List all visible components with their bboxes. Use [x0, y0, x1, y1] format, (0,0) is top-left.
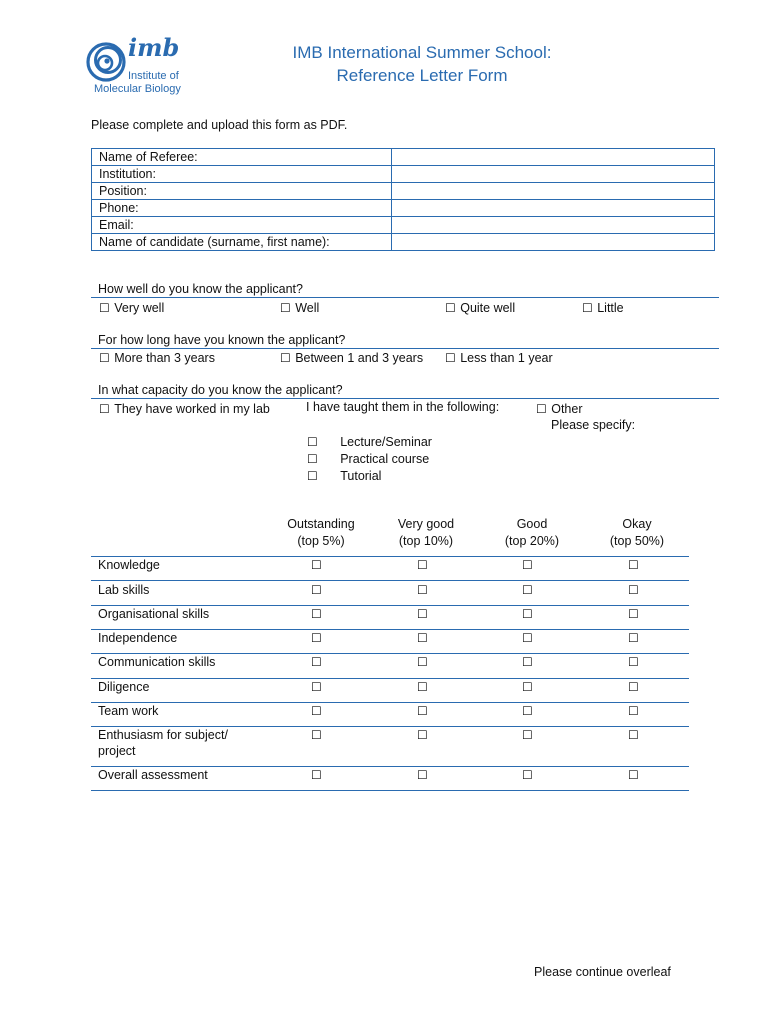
institution-input[interactable]	[392, 166, 715, 183]
divider	[91, 297, 719, 298]
table-row	[92, 166, 715, 183]
logo-line1: Institute of	[128, 70, 179, 82]
option-very-well[interactable]: ☐ Very well	[99, 301, 165, 315]
checkbox-icon[interactable]: ☐	[522, 607, 533, 621]
option-well[interactable]: ☐ Well	[280, 301, 320, 315]
checkbox-icon[interactable]: ☐	[311, 583, 322, 597]
divider	[91, 678, 689, 679]
table-row	[92, 234, 715, 251]
rating-row-label: Diligence	[98, 680, 150, 694]
checkbox-icon[interactable]: ☐	[522, 655, 533, 669]
checkbox-icon[interactable]: ☐	[307, 435, 318, 449]
checkbox-icon[interactable]: ☐	[628, 680, 639, 694]
checkbox-icon[interactable]: ☐	[417, 704, 428, 718]
checkbox-icon[interactable]: ☐	[311, 728, 322, 742]
checkbox-icon[interactable]: ☐	[417, 607, 428, 621]
checkbox-icon[interactable]: ☐	[99, 402, 110, 416]
checkbox-icon[interactable]: ☐	[311, 680, 322, 694]
option-worked-in-lab[interactable]: ☐ They have worked in my lab	[99, 402, 270, 416]
checkbox-icon[interactable]: ☐	[417, 583, 428, 597]
rating-row-label: Overall assessment	[98, 768, 208, 782]
divider	[91, 556, 689, 557]
option-less-than-1-year[interactable]: ☐ Less than 1 year	[445, 351, 553, 365]
page-title-line2: Reference Letter Form	[336, 66, 508, 85]
checkbox-icon[interactable]: ☐	[311, 558, 322, 572]
checkbox-icon[interactable]: ☐	[522, 728, 533, 742]
rating-header-very-good: Very good (top 10%)	[397, 517, 455, 548]
option-practical-course[interactable]: ☐ Practical course	[307, 452, 430, 466]
checkbox-icon[interactable]: ☐	[628, 768, 639, 782]
rating-row-label: Knowledge	[98, 558, 160, 572]
checkbox-icon[interactable]: ☐	[280, 301, 291, 315]
option-quite-well[interactable]: ☐ Quite well	[445, 301, 516, 315]
checkbox-icon[interactable]: ☐	[417, 680, 428, 694]
checkbox-icon[interactable]: ☐	[307, 469, 318, 483]
position-input[interactable]	[392, 183, 715, 200]
divider	[91, 702, 689, 703]
email-input[interactable]	[392, 217, 715, 234]
checkbox-icon[interactable]: ☐	[311, 631, 322, 645]
option-between-1-and-3-years[interactable]: ☐ Between 1 and 3 years	[280, 351, 424, 365]
checkbox-icon[interactable]: ☐	[522, 680, 533, 694]
rating-row-label: Lab skills	[98, 583, 150, 597]
rating-header-good: Good (top 20%)	[504, 517, 560, 548]
checkbox-icon[interactable]: ☐	[417, 768, 428, 782]
option-other[interactable]: ☐ Other	[536, 402, 583, 416]
field-label-phone: Phone:	[92, 200, 392, 217]
candidate-name-input[interactable]	[392, 234, 715, 251]
question-know-well: How well do you know the applicant?	[98, 282, 303, 296]
question-how-long: For how long have you known the applicant?	[98, 333, 346, 347]
table-row	[92, 200, 715, 217]
taught-label: I have taught them in the following:	[306, 400, 500, 414]
phone-input[interactable]	[392, 200, 715, 217]
checkbox-icon[interactable]: ☐	[628, 631, 639, 645]
option-tutorial[interactable]: ☐ Tutorial	[307, 469, 382, 483]
field-label-position: Position:	[92, 183, 392, 200]
imb-logo-mark-icon	[86, 40, 130, 84]
checkbox-icon[interactable]: ☐	[445, 351, 456, 365]
checkbox-icon[interactable]: ☐	[522, 704, 533, 718]
checkbox-icon[interactable]: ☐	[99, 301, 110, 315]
table-row	[92, 217, 715, 234]
referee-details-table	[91, 148, 715, 251]
checkbox-icon[interactable]: ☐	[628, 728, 639, 742]
referee-name-input[interactable]	[392, 149, 715, 166]
table-row	[92, 149, 715, 166]
logo-wordmark: imb	[128, 33, 180, 62]
checkbox-icon[interactable]: ☐	[628, 558, 639, 572]
divider	[91, 580, 689, 581]
checkbox-icon[interactable]: ☐	[582, 301, 593, 315]
checkbox-icon[interactable]: ☐	[522, 631, 533, 645]
option-more-than-3-years[interactable]: ☐ More than 3 years	[99, 351, 215, 365]
checkbox-icon[interactable]: ☐	[445, 301, 456, 315]
checkbox-icon[interactable]: ☐	[628, 655, 639, 669]
checkbox-icon[interactable]: ☐	[311, 607, 322, 621]
imb-logo	[86, 33, 196, 100]
checkbox-icon[interactable]: ☐	[536, 402, 547, 416]
table-row	[92, 183, 715, 200]
field-label-referee-name: Name of Referee:	[92, 149, 392, 166]
checkbox-icon[interactable]: ☐	[628, 704, 639, 718]
field-label-candidate-name: Name of candidate (surname, first name):	[92, 234, 392, 251]
checkbox-icon[interactable]: ☐	[417, 655, 428, 669]
please-specify-label: Please specify:	[551, 418, 636, 432]
field-label-email: Email:	[92, 217, 392, 234]
rating-header-outstanding: Outstanding (top 5%)	[287, 517, 355, 548]
checkbox-icon[interactable]: ☐	[99, 351, 110, 365]
option-lecture-seminar[interactable]: ☐ Lecture/Seminar	[307, 435, 432, 449]
checkbox-icon[interactable]: ☐	[280, 351, 291, 365]
checkbox-icon[interactable]: ☐	[628, 607, 639, 621]
rating-row-label: Enthusiasm for subject/ project	[98, 728, 228, 758]
rating-row-label: Organisational skills	[98, 607, 210, 621]
rating-row-label: Communication skills	[98, 655, 216, 669]
checkbox-icon[interactable]: ☐	[307, 452, 318, 466]
rating-header-okay: Okay (top 50%)	[609, 517, 665, 548]
continue-overleaf-text: Please continue overleaf	[534, 965, 671, 979]
divider	[91, 629, 689, 630]
checkbox-icon[interactable]: ☐	[628, 583, 639, 597]
checkbox-icon[interactable]: ☐	[522, 768, 533, 782]
checkbox-icon[interactable]: ☐	[522, 583, 533, 597]
checkbox-icon[interactable]: ☐	[417, 728, 428, 742]
checkbox-icon[interactable]: ☐	[311, 655, 322, 669]
checkbox-icon[interactable]: ☐	[417, 558, 428, 572]
page-title-line1: IMB International Summer School:	[292, 43, 552, 62]
option-little[interactable]: ☐ Little	[582, 301, 624, 315]
rating-row-label: Team work	[98, 704, 159, 718]
rating-row-label: Independence	[98, 631, 178, 645]
field-label-institution: Institution:	[92, 166, 392, 183]
instruction-text: Please complete and upload this form as PDF.	[91, 118, 348, 132]
checkbox-icon[interactable]: ☐	[417, 631, 428, 645]
checkbox-icon[interactable]: ☐	[311, 768, 322, 782]
checkbox-icon[interactable]: ☐	[522, 558, 533, 572]
divider	[91, 790, 689, 791]
logo-line2: Molecular Biology	[94, 83, 181, 95]
question-capacity: In what capacity do you know the applicant?	[98, 383, 343, 397]
checkbox-icon[interactable]: ☐	[311, 704, 322, 718]
